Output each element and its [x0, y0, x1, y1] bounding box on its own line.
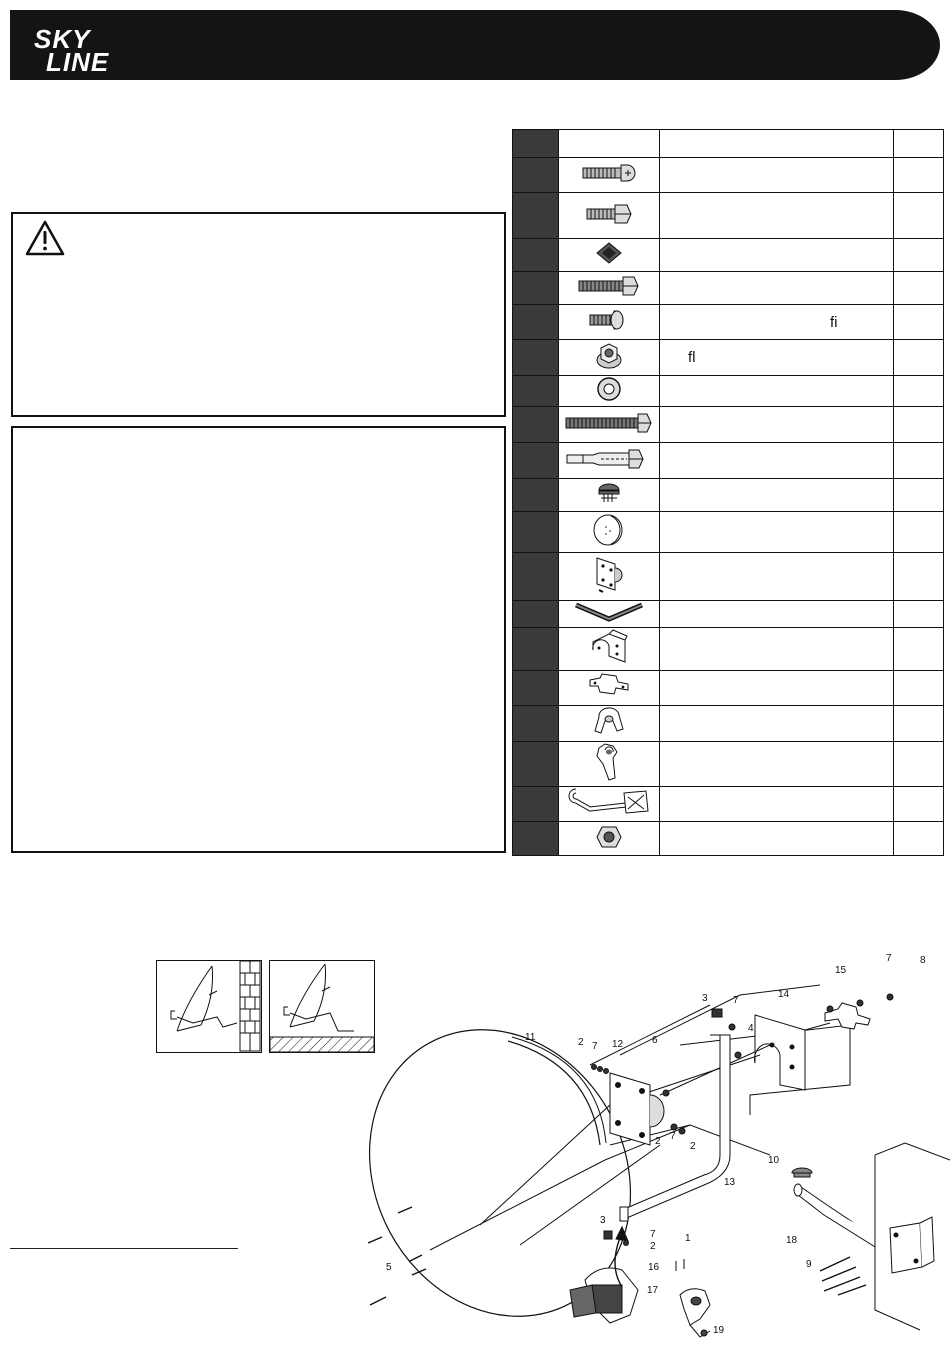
parts-table	[512, 129, 944, 856]
callout-17: 17	[647, 1285, 659, 1296]
part-picture-cell	[559, 628, 660, 671]
lnb-holder-icon	[591, 707, 627, 737]
part-quantity-cell	[894, 512, 944, 553]
part-picture-cell	[559, 443, 660, 479]
part-quantity-cell	[894, 601, 944, 628]
part-description-cell	[660, 822, 894, 856]
part-picture-cell	[559, 512, 660, 553]
part-picture-cell	[559, 822, 660, 856]
part-picture-cell	[559, 601, 660, 628]
part-quantity-cell	[894, 340, 944, 376]
part-quantity-cell	[894, 553, 944, 601]
header-cell-picture	[559, 130, 660, 158]
header-bar	[10, 10, 940, 80]
callout-15: 15	[835, 965, 847, 976]
part-description-cell	[660, 407, 894, 443]
callout-7c: 7	[733, 995, 739, 1006]
table-row	[513, 376, 944, 407]
part-number-cell	[513, 601, 559, 628]
long-anchor-bolt-icon	[563, 411, 655, 435]
part-quantity-cell	[894, 305, 944, 340]
table-row	[513, 340, 944, 376]
part-description-cell	[660, 671, 894, 706]
part-description-cell	[660, 239, 894, 272]
callout-10: 10	[768, 1155, 780, 1166]
part-quantity-cell	[894, 443, 944, 479]
part-description-cell	[660, 305, 894, 340]
part-number-cell	[513, 158, 559, 193]
part-quantity-cell	[894, 193, 944, 239]
part-quantity-cell	[894, 822, 944, 856]
plastic-cap-drawing	[792, 1168, 812, 1177]
elevation-bracket-drawing	[755, 1015, 830, 1090]
part-number-cell	[513, 706, 559, 742]
azimuth-bracket-icon	[589, 554, 629, 596]
part-number-cell	[513, 272, 559, 305]
lnb-clamp-icon	[591, 742, 627, 782]
part-number-cell	[513, 671, 559, 706]
part-picture-cell	[559, 407, 660, 443]
part-quantity-cell	[894, 376, 944, 407]
dish-reflector-icon	[591, 512, 627, 548]
brand-logo	[34, 24, 110, 77]
callout-7d: 7	[886, 953, 892, 964]
part-picture-cell	[559, 158, 660, 193]
wall-mount-illustration	[157, 961, 261, 1052]
part-picture-cell	[559, 479, 660, 512]
table-row	[513, 706, 944, 742]
callout-14: 14	[778, 989, 790, 1000]
description-ligature: ﬂ	[688, 349, 696, 366]
table-row	[513, 443, 944, 479]
part-quantity-cell	[894, 479, 944, 512]
part-number-cell	[513, 443, 559, 479]
part-number-cell	[513, 512, 559, 553]
table-row	[513, 305, 944, 340]
pan-head-screw-icon	[579, 162, 639, 184]
table-row	[513, 479, 944, 512]
callout-1: 1	[685, 1233, 691, 1244]
callout-7b: 7	[670, 1131, 676, 1142]
header-cell-quantity	[894, 130, 944, 158]
square-cap-icon	[594, 241, 624, 265]
part-description-cell	[660, 706, 894, 742]
hex-nut-icon	[595, 824, 623, 850]
part-number-cell	[513, 822, 559, 856]
azimuth-bracket-drawing	[610, 1073, 664, 1145]
hex-bolt-short-icon	[583, 202, 635, 226]
callout-5: 5	[386, 1262, 392, 1273]
callout-11: 11	[525, 1032, 536, 1043]
table-row	[513, 239, 944, 272]
part-number-cell	[513, 193, 559, 239]
instructions-box	[11, 426, 506, 853]
part-picture-cell	[559, 305, 660, 340]
callout-4: 4	[748, 1023, 754, 1034]
plastic-cap-icon	[594, 481, 624, 505]
part-picture-cell	[559, 376, 660, 407]
callout-3b: 3	[600, 1215, 606, 1226]
part-number-cell	[513, 628, 559, 671]
callout-16: 16	[648, 1262, 660, 1273]
allen-key-icon	[572, 601, 646, 623]
callout-2d: 2	[650, 1241, 656, 1252]
header-cell-number	[513, 130, 559, 158]
part-description-cell	[660, 443, 894, 479]
flange-nut-icon	[594, 342, 624, 370]
callout-9: 9	[806, 1259, 812, 1270]
parts-table-header	[513, 130, 944, 158]
washer-icon	[594, 376, 624, 402]
ground-mount-illustration	[270, 961, 374, 1052]
part-description-cell	[660, 742, 894, 787]
part-quantity-cell	[894, 272, 944, 305]
wall-mount-thumbnail	[156, 960, 262, 1053]
part-picture-cell	[559, 706, 660, 742]
lnb-assembly-drawing	[570, 1268, 710, 1337]
part-number-cell	[513, 479, 559, 512]
description-ligature: ﬁ	[830, 313, 838, 331]
part-picture-cell	[559, 193, 660, 239]
table-row	[513, 407, 944, 443]
callout-3: 3	[702, 993, 708, 1004]
table-row	[513, 193, 944, 239]
expansion-anchor-icon	[563, 447, 655, 471]
table-row	[513, 158, 944, 193]
header-cell-description	[660, 130, 894, 158]
part-number-cell	[513, 340, 559, 376]
table-row	[513, 742, 944, 787]
callout-6: 6	[652, 1035, 658, 1046]
table-row	[513, 787, 944, 822]
part-number-cell	[513, 305, 559, 340]
part-number-cell	[513, 787, 559, 822]
part-quantity-cell	[894, 628, 944, 671]
table-row	[513, 512, 944, 553]
warning-box	[11, 212, 506, 417]
header-background	[10, 10, 940, 80]
callout-7e: 7	[650, 1229, 656, 1240]
hex-bolt-long-icon	[576, 275, 642, 297]
table-row	[513, 601, 944, 628]
part-quantity-cell	[894, 407, 944, 443]
callout-8: 8	[920, 955, 926, 966]
part-picture-cell	[559, 742, 660, 787]
callout-12: 12	[612, 1039, 624, 1050]
table-row	[513, 553, 944, 601]
part-quantity-cell	[894, 671, 944, 706]
carriage-bolt-icon	[587, 308, 631, 332]
part-description-cell	[660, 158, 894, 193]
part-number-cell	[513, 407, 559, 443]
part-description-cell	[660, 193, 894, 239]
part-description-cell	[660, 787, 894, 822]
logo-line-1: SKY	[34, 24, 91, 54]
part-description-cell	[660, 512, 894, 553]
part-picture-cell	[559, 553, 660, 601]
part-picture-cell	[559, 272, 660, 305]
part-description-cell	[660, 628, 894, 671]
part-description-cell	[660, 553, 894, 601]
callout-18: 18	[786, 1235, 798, 1246]
horizontal-rule	[10, 1248, 238, 1249]
part-picture-cell	[559, 340, 660, 376]
callout-2: 2	[578, 1037, 584, 1048]
part-description-cell	[660, 376, 894, 407]
part-number-cell	[513, 376, 559, 407]
part-quantity-cell	[894, 706, 944, 742]
logo-line-2: LINE	[46, 47, 110, 77]
part-number-cell	[513, 742, 559, 787]
part-quantity-cell	[894, 742, 944, 787]
part-description-cell	[660, 340, 894, 376]
part-quantity-cell	[894, 239, 944, 272]
callout-2c: 2	[655, 1136, 661, 1147]
clamp-strap-icon	[586, 672, 632, 700]
callout-13: 13	[724, 1177, 736, 1188]
callout-19: 19	[713, 1325, 725, 1336]
table-row	[513, 822, 944, 856]
callout-7: 7	[592, 1041, 598, 1052]
part-quantity-cell	[894, 158, 944, 193]
wall-mount-arm-icon	[566, 787, 652, 817]
callout-2b: 2	[690, 1141, 696, 1152]
elevation-bracket-icon	[587, 628, 631, 666]
table-row	[513, 272, 944, 305]
table-row	[513, 628, 944, 671]
part-number-cell	[513, 239, 559, 272]
part-quantity-cell	[894, 787, 944, 822]
table-row	[513, 671, 944, 706]
part-description-cell	[660, 479, 894, 512]
anchor-bolts-drawing	[820, 1257, 866, 1295]
part-picture-cell	[559, 239, 660, 272]
part-description-cell	[660, 601, 894, 628]
wall-arm-drawing	[794, 1143, 950, 1330]
part-description-cell	[660, 272, 894, 305]
part-number-cell	[513, 553, 559, 601]
warning-triangle-icon	[25, 220, 65, 256]
assembly-exploded-diagram	[360, 945, 950, 1365]
part-picture-cell	[559, 787, 660, 822]
part-picture-cell	[559, 671, 660, 706]
